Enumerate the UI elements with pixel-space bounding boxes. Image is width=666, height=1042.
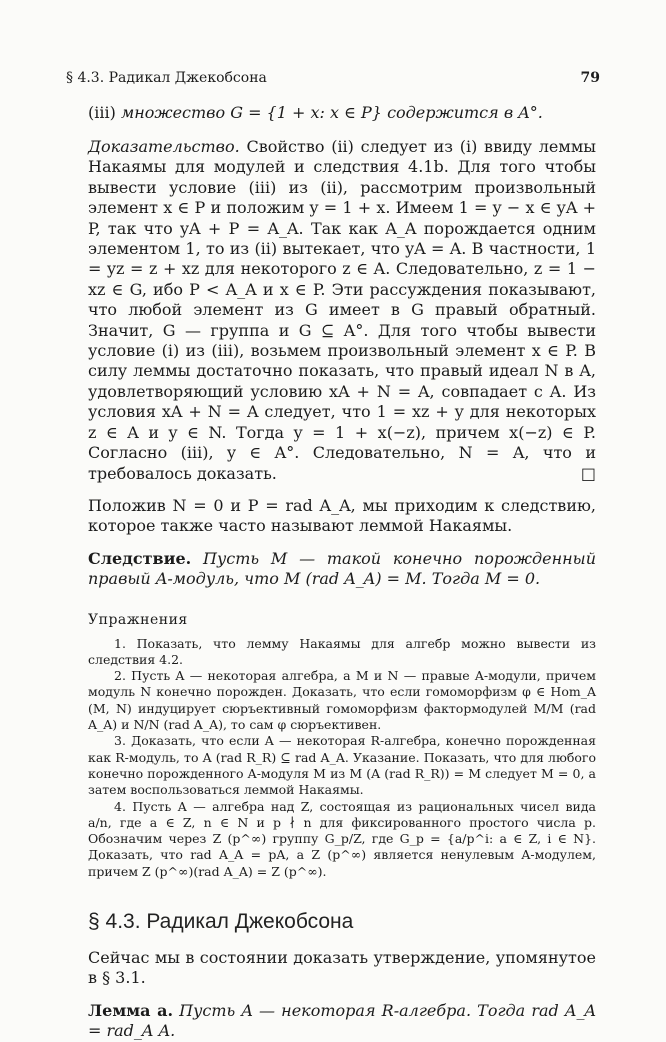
corollary-label: Следствие.	[88, 548, 192, 568]
proof-paragraph	[88, 137, 596, 484]
statement-item-iii	[88, 103, 596, 123]
page-header	[66, 70, 600, 90]
lemma-paragraph	[88, 1001, 596, 1042]
lemma-text: Пусть A — некоторая R-алгебра. Тогда rad A_A = rad_A A.	[88, 1000, 597, 1041]
corollary-text: Пусть M — такой конечно порожденный правый A-модуль, что M (rad A_A) = M. Тогда M = 0.	[88, 548, 596, 589]
remark-paragraph: Положив N = 0 и P = rad A_A, мы приходим к следствию, которое также часто называют леммой Накаямы.	[88, 495, 596, 536]
section-intro: Сейчас мы в состоянии доказать утверждение, упомянутое в § 3.1.	[88, 947, 596, 988]
section-title: § 4.3. Радикал Джекобсона	[88, 909, 354, 933]
exercise-item: 4. Пусть A — алгебра над Z, состоящая из рациональных чисел вида a/n, где a ∈ Z, n ∈ N и p ∤ n для фиксированного простого числа p. Обозначим через Z (p^∞) группу G_p/Z, где G_p = {a/p^i: a ∈ Z, i ∈ N}. Доказать, что rad A_A = pA, а Z (p^∞) является ненулевым A-модулем, причем Z (p^∞)(rad A_A) = Z (p^∞).	[88, 798, 596, 879]
running-head: § 4.3. Радикал Джекобсона	[66, 70, 267, 86]
item-text: множество G = {1 + x: x ∈ P} содержится в A°.	[120, 103, 543, 122]
page-body	[88, 103, 596, 1042]
qed-symbol: □	[580, 463, 596, 483]
proof-label: Доказательство.	[88, 137, 240, 156]
item-number: (iii)	[88, 103, 116, 122]
proof-text: Свойство (ii) следует из (i) ввиду леммы Накаямы для модулей и следствия 4.1b. Для того чтобы вывести условие (iii) из (ii), рассмотрим произвольный элемент x ∈ P и положим y = 1 + x. Имеем 1 = y − x ∈ yA + P, так что yA + P = A_A. Так как A_A порождается одним элементом 1, то из (ii) вытекает, что yA = A. В частности, 1 = yz = z + xz для некоторого z ∈ A. Следовательно, z = 1 − xz ∈ G, ибо P < A_A и x ∈ P. Эти рассуждения показывают, что любой элемент из G имеет в G правый обратный. Значит, G — группа и G ⊆ A°. Для того чтобы вывести условие (i) из (iii), возьмем произвольный элемент x ∈ P. В силу леммы достаточно показать, что правый идеал N в A, удовлетворяющий условию xA + N = A, совпадает с A. Из условия xA + N = A следует, что 1 = xz + y для некоторых z ∈ A и y ∈ N. Тогда y = 1 + x(−z), причем x(−z) ∈ P. Согласно (iii), y ∈ A°. Следовательно, N = A, что и требовалось доказать.	[88, 137, 596, 483]
corollary-paragraph	[88, 549, 596, 590]
exercise-item: 2. Пусть A — некоторая алгебра, а M и N — правые A-модули, причем модуль N конечно порожден. Доказать, что если гомоморфизм φ ∈ Hom_A (M, N) индуцирует сюръективный гомоморфизм фактормодулей M/M (rad A_A) и N/N (rad A_A), то сам φ сюръективен.	[88, 668, 596, 733]
exercises-title: Упражнения	[88, 611, 188, 628]
lemma-label: Лемма a.	[88, 1000, 174, 1020]
page-number: 79	[580, 70, 600, 86]
exercise-item: 3. Доказать, что если A — некоторая R-алгебра, конечно порожденная как R-модуль, то A (rad R_R) ⊆ rad A_A. Указание. Показать, что для любого конечно порожденного A-модуля M из M (A (rad R_R)) = M следует M = 0, а затем воспользоваться леммой Накаямы.	[88, 733, 596, 798]
exercise-item: 1. Показать, что лемму Накаямы для алгебр можно вывести из следствия 4.2.	[88, 635, 596, 667]
